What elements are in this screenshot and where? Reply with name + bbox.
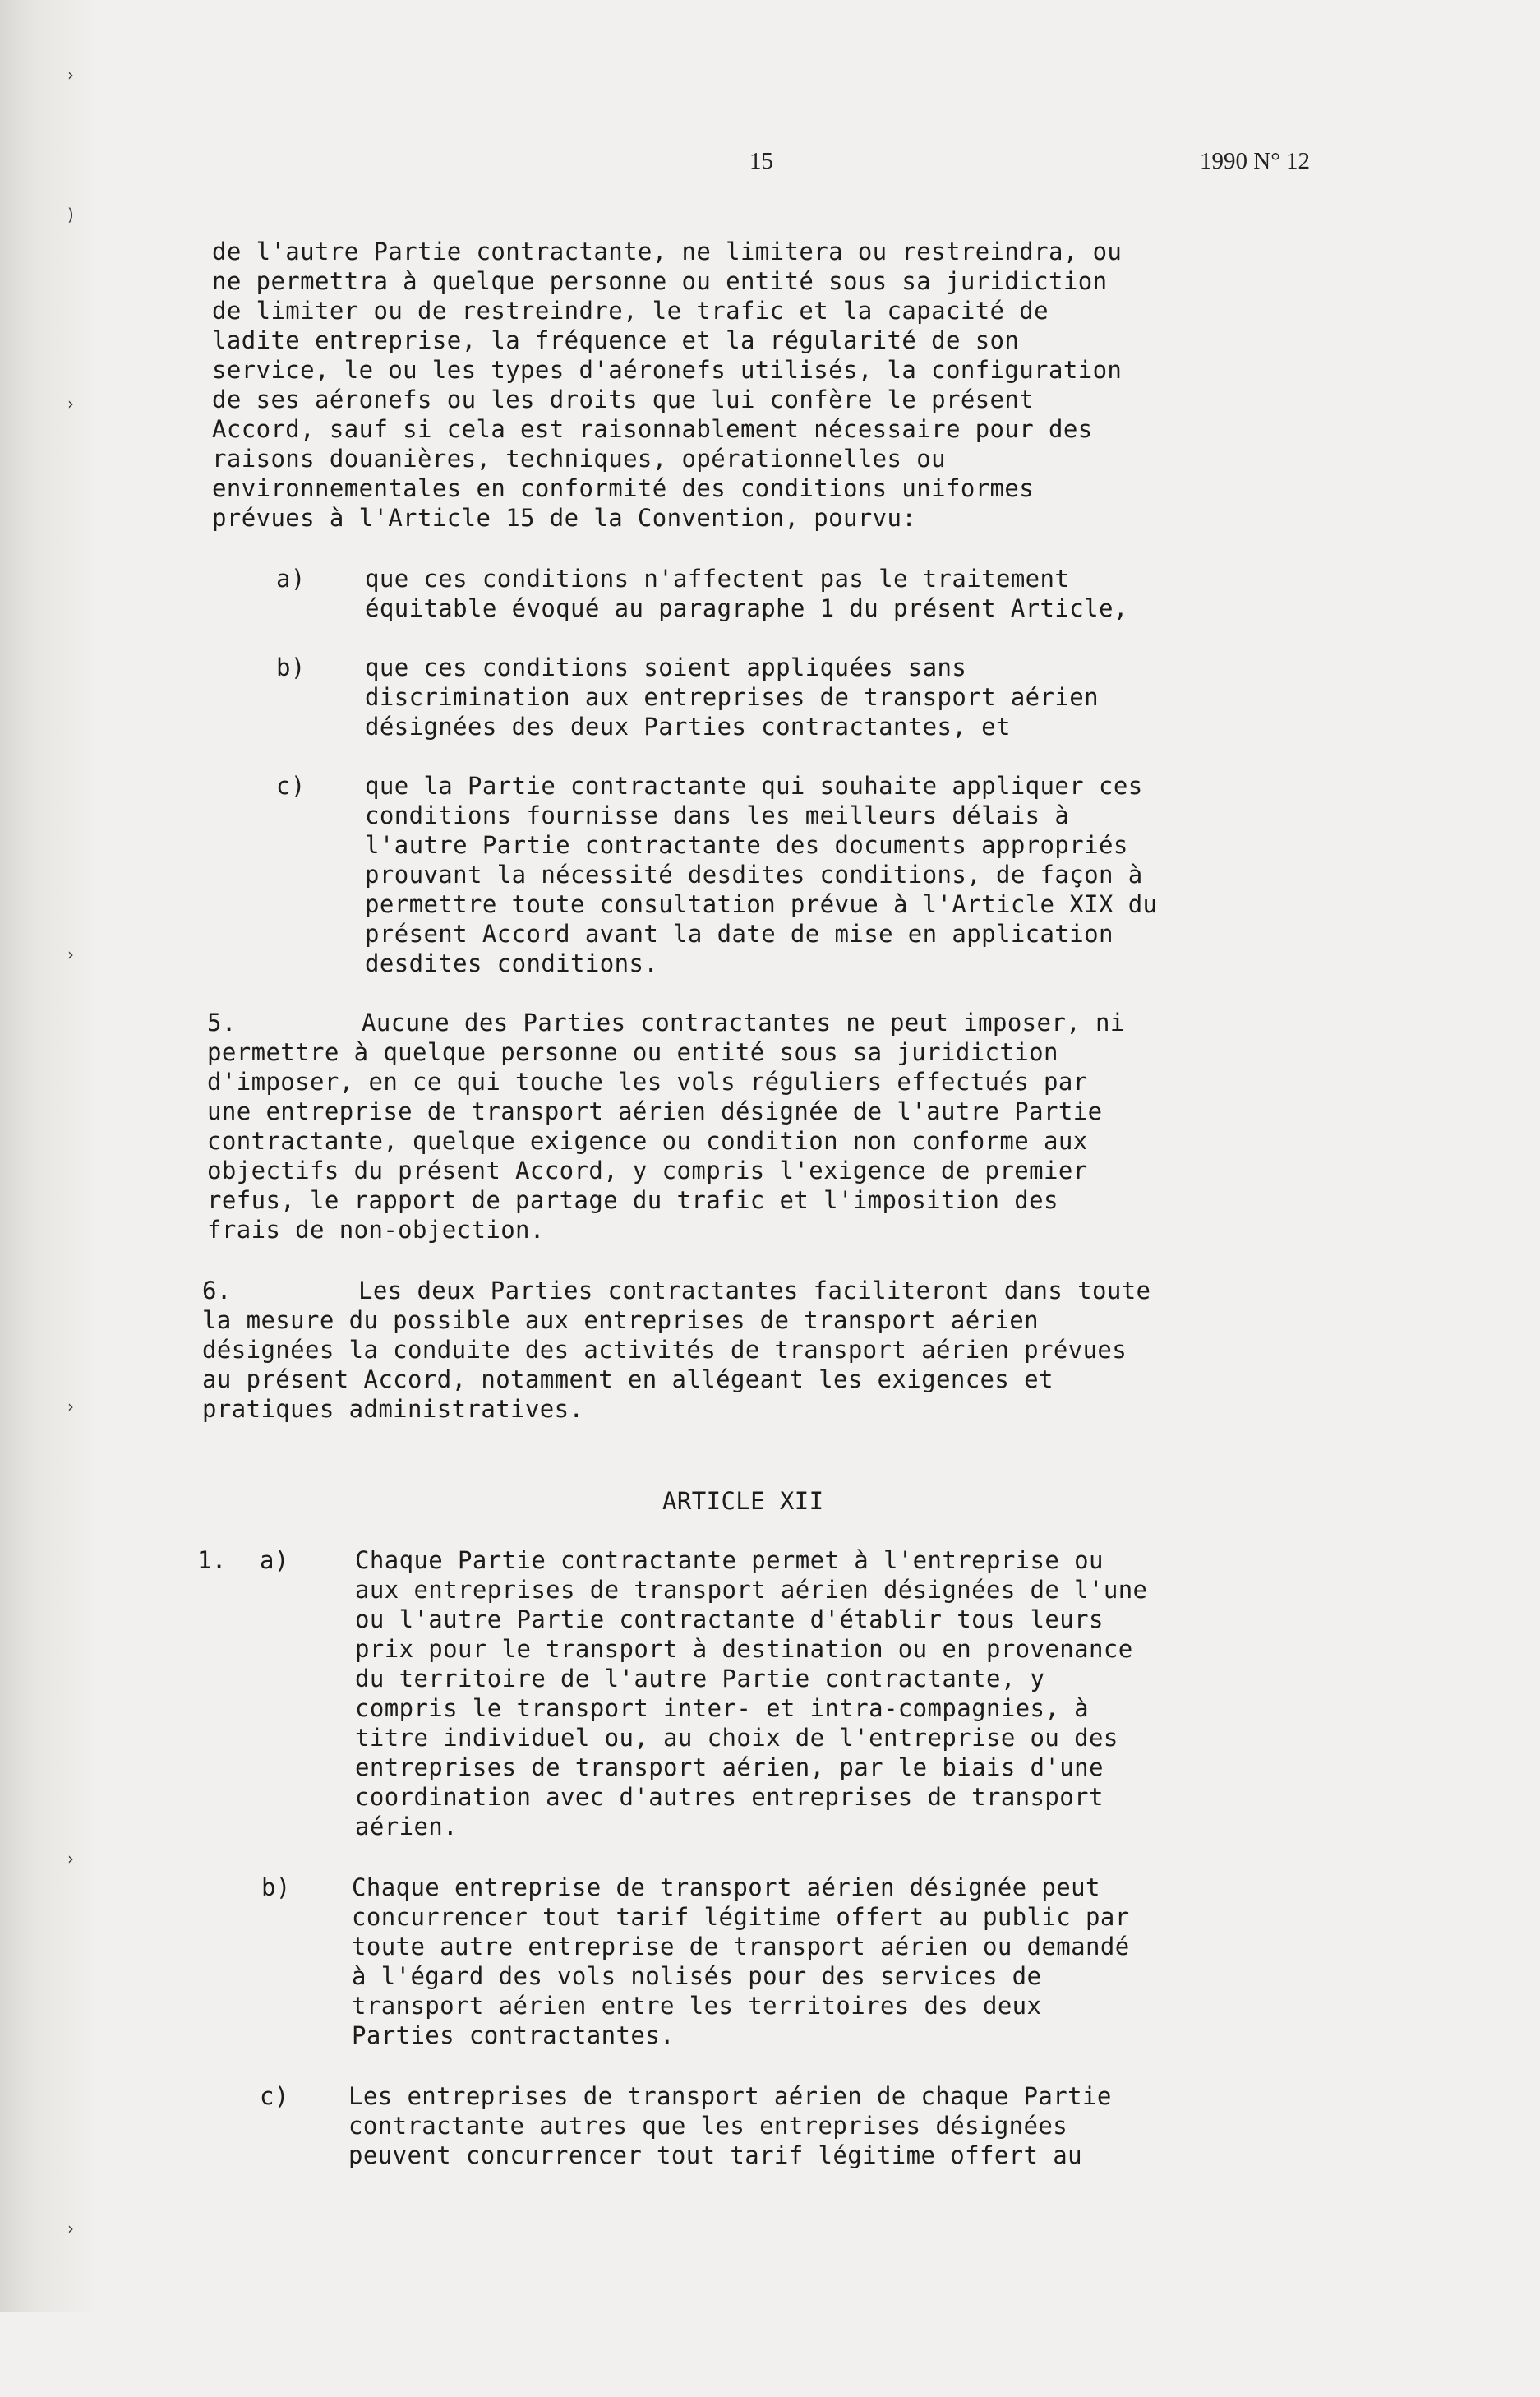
body-line: objectifs du présent Accord, y compris l'exigence de premier — [207, 1157, 1088, 1185]
body-line: pratiques administratives. — [202, 1395, 584, 1423]
body-line: de l'autre Partie contractante, ne limitera ou restreindra, ou — [212, 238, 1123, 266]
binding-mark: › — [67, 1397, 74, 1416]
binding-mark: › — [67, 65, 74, 85]
body-line: une entreprise de transport aérien désignée de l'autre Partie — [207, 1097, 1103, 1125]
list-item-line: entreprises de transport aérien, par le biais d'une — [355, 1753, 1104, 1781]
body-line: d'imposer, en ce qui touche les vols réguliers effectués par — [207, 1068, 1088, 1096]
page-number: 15 — [749, 148, 773, 174]
list-label: a) — [276, 565, 306, 593]
list-item-line: compris le transport inter- et intra-compagnies, à — [355, 1694, 1089, 1722]
list-item-line: Chaque Partie contractante permet à l'entreprise ou — [355, 1546, 1104, 1574]
list-item-line: désignées des deux Parties contractantes, et — [365, 713, 1011, 741]
list-item-line: équitable évoqué au paragraphe 1 du présent Article, — [365, 594, 1128, 622]
list-item-line: desdites conditions. — [365, 949, 659, 977]
article-heading: ARTICLE XII — [662, 1487, 824, 1515]
list-item-line: aérien. — [355, 1813, 459, 1840]
body-line: Les deux Parties contractantes faciliteront dans toute — [358, 1277, 1151, 1305]
list-item-line: que la Partie contractante qui souhaite appliquer ces — [365, 772, 1143, 800]
list-item-line: toute autre entreprise de transport aérien ou demandé — [352, 1933, 1130, 1961]
body-line: la mesure du possible aux entreprises de transport aérien — [202, 1306, 1039, 1334]
list-label: c) — [260, 2082, 289, 2110]
list-item-line: peuvent concurrencer tout tarif légitime offert au — [348, 2141, 1082, 2169]
list-item-line: Chaque entreprise de transport aérien désignée peut — [352, 1873, 1100, 1901]
list-item-line: discrimination aux entreprises de transport aérien — [365, 683, 1099, 711]
body-line: ne permettra à quelque personne ou entité sous sa juridiction — [212, 267, 1108, 295]
binding-mark: › — [67, 2219, 74, 2238]
list-item-line: contractante autres que les entreprises désignées — [348, 2112, 1068, 2140]
binding-mark: › — [67, 1849, 74, 1868]
body-line: prévues à l'Article 15 de la Convention, pourvu: — [212, 504, 917, 532]
binding-mark: › — [67, 944, 74, 964]
body-line: environnementales en conformité des conditions uniformes — [212, 474, 1035, 502]
list-item-line: l'autre Partie contractante des documents appropriés — [365, 831, 1128, 859]
list-item-line: présent Accord avant la date de mise en application — [365, 920, 1114, 948]
body-line: Aucune des Parties contractantes ne peut imposer, ni — [362, 1009, 1125, 1037]
body-line: au présent Accord, notamment en allégeant les exigences et — [202, 1365, 1054, 1393]
paragraph-number: 6. — [202, 1277, 232, 1305]
body-line: ladite entreprise, la fréquence et la régularité de son — [212, 326, 1020, 354]
list-label: a) — [260, 1546, 289, 1574]
body-line: de limiter ou de restreindre, le trafic et la capacité de — [212, 297, 1049, 325]
list-item-line: prouvant la nécessité desdites conditions, de façon à — [365, 861, 1143, 889]
binding-mark: ) — [67, 205, 74, 224]
list-item-line: concurrencer tout tarif légitime offert au public par — [352, 1903, 1130, 1931]
list-item-line: aux entreprises de transport aérien désignées de l'une — [355, 1576, 1148, 1604]
list-item-line: conditions fournisse dans les meilleurs délais à — [365, 801, 1070, 829]
body-line: frais de non-objection. — [207, 1216, 545, 1244]
list-label: c) — [276, 772, 306, 800]
list-label: b) — [261, 1873, 291, 1901]
list-item-line: titre individuel ou, au choix de l'entreprise ou des — [355, 1724, 1118, 1752]
list-item-line: à l'égard des vols nolisés pour des services de — [352, 1962, 1042, 1990]
body-line: service, le ou les types d'aéronefs utilisés, la configuration — [212, 356, 1123, 384]
body-line: Accord, sauf si cela est raisonnablement nécessaire pour des — [212, 415, 1093, 443]
list-item-line: coordination avec d'autres entreprises de transport — [355, 1783, 1104, 1811]
paragraph-number: 5. — [207, 1009, 237, 1037]
body-line: désignées la conduite des activités de transport aérien prévues — [202, 1336, 1127, 1364]
body-line: refus, le rapport de partage du trafic et l'imposition des — [207, 1186, 1058, 1214]
body-line: permettre à quelque personne ou entité sous sa juridiction — [207, 1038, 1058, 1066]
list-item-line: du territoire de l'autre Partie contractante, y — [355, 1665, 1045, 1693]
list-item-line: prix pour le transport à destination ou en provenance — [355, 1635, 1133, 1663]
list-label: b) — [276, 654, 306, 681]
body-line: contractante, quelque exigence ou condition non conforme aux — [207, 1127, 1088, 1155]
list-item-line: Parties contractantes. — [352, 2021, 675, 2049]
body-line: raisons douanières, techniques, opérationnelles ou — [212, 445, 946, 473]
list-item-line: permettre toute consultation prévue à l'Article XIX du — [365, 890, 1158, 918]
paragraph-number: 1. — [197, 1546, 227, 1574]
list-item-line: que ces conditions soient appliquées sans — [365, 654, 967, 681]
binding-mark: › — [67, 394, 74, 413]
body-line: de ses aéronefs ou les droits que lui confère le présent — [212, 386, 1035, 413]
list-item-line: ou l'autre Partie contractante d'établir tous leurs — [355, 1605, 1104, 1633]
list-item-line: que ces conditions n'affectent pas le traitement — [365, 565, 1070, 593]
list-item-line: transport aérien entre les territoires des deux — [352, 1992, 1042, 2020]
document-reference: 1990 N° 12 — [1200, 148, 1311, 174]
list-item-line: Les entreprises de transport aérien de chaque Partie — [348, 2082, 1112, 2110]
